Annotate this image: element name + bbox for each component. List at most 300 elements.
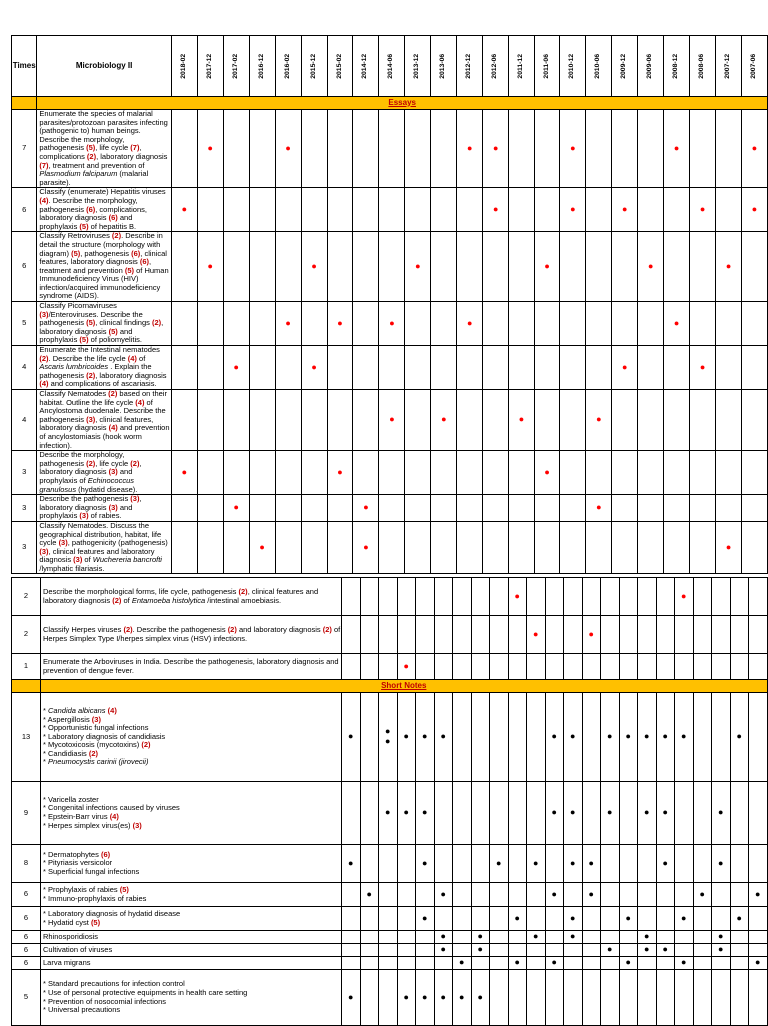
date-cell <box>379 232 405 302</box>
date-cell <box>527 578 546 616</box>
asked-dot-icon: ● <box>493 142 499 153</box>
text-fragment: Describe the morphology, pathogenesis <box>39 450 125 468</box>
date-cell <box>416 931 435 944</box>
date-cell <box>638 521 664 574</box>
asked-dot-icon: ● <box>285 317 291 328</box>
date-cell <box>509 346 535 390</box>
date-cell <box>545 782 564 845</box>
date-cell <box>545 616 564 654</box>
date-cell <box>730 970 749 1026</box>
date-cell <box>301 232 327 302</box>
asked-dot-icon: ● <box>570 857 576 868</box>
date-cell <box>483 346 509 390</box>
date-header <box>457 36 483 97</box>
date-cell <box>249 346 275 390</box>
question-text <box>41 693 342 782</box>
date-cell <box>397 782 416 845</box>
date-cell <box>742 451 768 495</box>
date-cell <box>490 782 509 845</box>
text-fragment: * Laboratory diagnosis of hydatid disease <box>43 908 181 918</box>
date-cell <box>431 451 457 495</box>
date-cell <box>716 521 742 574</box>
date-cell <box>712 616 731 654</box>
date-cell <box>601 845 620 883</box>
date-label: 2017-02 <box>231 53 239 79</box>
date-cell <box>612 188 638 232</box>
date-cell <box>582 654 601 680</box>
date-cell <box>416 907 435 931</box>
text-fragment: , laboratory diagnosis <box>39 494 142 512</box>
date-cell <box>586 495 612 522</box>
question-text <box>37 495 171 522</box>
date-cell <box>560 390 586 451</box>
question-row <box>12 970 768 1026</box>
date-cell <box>342 944 361 957</box>
date-cell <box>693 957 712 970</box>
date-cell <box>619 845 638 883</box>
asked-dot-icon: ● <box>736 912 742 923</box>
date-cell <box>638 110 664 188</box>
date-cell <box>275 346 301 390</box>
date-cell <box>353 302 379 346</box>
date-cell <box>690 302 716 346</box>
text-fragment: of Ancylostoma duodenale. Describe the pathogenesis <box>39 397 166 424</box>
date-cell <box>490 970 509 1026</box>
date-cell <box>675 944 694 957</box>
date-cell <box>638 390 664 451</box>
date-label: 2009-12 <box>620 53 628 79</box>
asked-dot-icon: ● <box>415 260 421 271</box>
date-cell <box>675 907 694 931</box>
date-cell <box>508 578 527 616</box>
date-cell <box>301 110 327 188</box>
date-cell <box>730 693 749 782</box>
question-row <box>12 232 768 302</box>
date-header <box>716 36 742 97</box>
date-cell <box>601 957 620 970</box>
question-row <box>12 110 768 188</box>
date-cell <box>690 451 716 495</box>
date-cell <box>586 110 612 188</box>
asked-dot-icon: ● <box>363 502 369 513</box>
asked-dot-icon: ● <box>718 944 724 955</box>
date-cell <box>342 578 361 616</box>
text-fragment: * <box>43 757 49 767</box>
date-cell <box>742 188 768 232</box>
date-cell <box>379 693 398 782</box>
date-cell <box>223 302 249 346</box>
times-count: 6 <box>12 883 41 907</box>
date-cell <box>275 390 301 451</box>
date-cell <box>405 451 431 495</box>
question-row <box>12 957 768 970</box>
marks-value: (6) <box>131 248 141 258</box>
date-cell <box>582 616 601 654</box>
section-row <box>12 680 768 693</box>
question-row <box>12 616 768 654</box>
date-cell <box>471 845 490 883</box>
date-cell <box>405 188 431 232</box>
date-cell <box>471 931 490 944</box>
asked-dot-icon: ● <box>718 931 724 942</box>
date-header <box>638 36 664 97</box>
header-row <box>12 36 768 97</box>
date-cell <box>656 970 675 1026</box>
date-cell <box>638 970 657 1026</box>
marks-value: (4) <box>127 353 137 363</box>
date-cell <box>534 495 560 522</box>
asked-dot-icon: ● <box>596 414 602 425</box>
date-cell <box>197 110 223 188</box>
date-cell <box>379 451 405 495</box>
date-cell <box>619 944 638 957</box>
date-cell <box>471 782 490 845</box>
date-cell <box>638 782 657 845</box>
date-cell <box>353 232 379 302</box>
date-cell <box>223 521 249 574</box>
section-spacer <box>12 680 41 693</box>
asked-dot-icon: ● <box>662 731 668 742</box>
date-cell <box>749 782 768 845</box>
date-cell <box>379 883 398 907</box>
date-cell <box>275 188 301 232</box>
date-cell <box>619 616 638 654</box>
date-cell <box>664 451 690 495</box>
date-cell <box>397 970 416 1026</box>
question-text <box>41 957 342 970</box>
date-header <box>379 36 405 97</box>
asked-dot-icon: ● <box>681 731 687 742</box>
date-cell <box>586 232 612 302</box>
date-cell <box>197 521 223 574</box>
asked-dot-icon: ● <box>440 991 446 1002</box>
asked-dot-icon: ● <box>181 204 187 215</box>
date-cell <box>638 616 657 654</box>
date-cell <box>342 845 361 883</box>
date-header <box>483 36 509 97</box>
date-label: 2015-12 <box>309 53 317 79</box>
marks-value: (2) <box>123 624 133 634</box>
question-text <box>37 302 171 346</box>
date-cell <box>638 495 664 522</box>
asked-dot-icon: ● <box>440 944 446 955</box>
date-cell <box>509 521 535 574</box>
date-cell <box>416 654 435 680</box>
date-cell <box>656 782 675 845</box>
date-cell <box>690 188 716 232</box>
text-fragment: /intestinal amoebiasis. <box>205 595 282 605</box>
asked-dot-icon: ● <box>389 414 395 425</box>
marks-value: (6) <box>139 257 150 267</box>
times-count: 6 <box>12 907 41 931</box>
marks-value: (4) <box>107 705 117 715</box>
date-cell <box>564 845 583 883</box>
date-cell <box>416 782 435 845</box>
date-cell <box>434 654 453 680</box>
date-cell <box>601 578 620 616</box>
date-cell <box>301 390 327 451</box>
marks-value: (7) <box>130 143 140 153</box>
date-cell <box>249 302 275 346</box>
date-cell <box>693 616 712 654</box>
date-cell <box>508 907 527 931</box>
date-label: 2016-12 <box>257 53 265 79</box>
date-cell <box>712 907 731 931</box>
asked-dot-icon: ● <box>644 931 650 942</box>
date-cell <box>171 390 197 451</box>
date-cell <box>249 110 275 188</box>
marks-value: (4) <box>108 423 118 433</box>
date-cell <box>712 931 731 944</box>
date-label: 2008-06 <box>698 53 706 79</box>
date-cell <box>301 521 327 574</box>
date-cell <box>638 845 657 883</box>
date-cell <box>656 931 675 944</box>
date-cell <box>664 302 690 346</box>
date-cell <box>434 907 453 931</box>
date-label: 2010-06 <box>594 53 602 79</box>
date-cell <box>453 693 472 782</box>
asked-dot-icon: ● <box>725 260 732 271</box>
date-cell <box>327 346 353 390</box>
question-text <box>37 110 171 188</box>
question-row <box>12 845 768 883</box>
date-cell <box>471 957 490 970</box>
date-cell <box>453 944 472 957</box>
text-fragment: Describe the morphological forms, life cycle, pathogenesis <box>43 586 239 596</box>
date-cell <box>693 931 712 944</box>
date-cell <box>545 578 564 616</box>
date-cell <box>342 782 361 845</box>
date-cell <box>730 782 749 845</box>
date-cell <box>534 232 560 302</box>
date-cell <box>560 495 586 522</box>
date-cell <box>742 521 768 574</box>
date-cell <box>434 944 453 957</box>
date-cell <box>508 845 527 883</box>
date-cell <box>301 346 327 390</box>
date-cell <box>327 451 353 495</box>
asked-dot-icon: ● <box>207 142 213 153</box>
asked-dot-icon: ● <box>459 957 465 968</box>
date-cell <box>560 110 586 188</box>
date-cell <box>716 451 742 495</box>
date-cell <box>712 970 731 1026</box>
date-cell <box>619 907 638 931</box>
date-cell <box>508 693 527 782</box>
date-cell <box>360 957 379 970</box>
subject-header: Microbiology II <box>37 36 171 97</box>
asked-dot-icon: ● <box>403 991 409 1002</box>
date-cell <box>353 346 379 390</box>
date-cell <box>749 931 768 944</box>
date-cell <box>564 907 583 931</box>
times-count: 3 <box>12 521 37 574</box>
date-cell <box>730 845 749 883</box>
text-fragment: * Standard precautions for infection control <box>43 979 185 989</box>
date-cell <box>749 616 768 654</box>
date-cell <box>397 616 416 654</box>
date-cell <box>342 957 361 970</box>
date-cell <box>483 188 509 232</box>
date-cell <box>223 346 249 390</box>
asked-dot-icon: ● <box>622 204 628 215</box>
date-cell <box>197 390 223 451</box>
asked-dot-icon: ● <box>588 857 594 868</box>
times-count: 6 <box>12 957 41 970</box>
date-cell <box>656 845 675 883</box>
date-cell <box>431 495 457 522</box>
text-fragment: , complications <box>39 143 142 161</box>
times-count: 1 <box>12 654 41 680</box>
date-cell <box>416 957 435 970</box>
asked-dot-icon: ● <box>311 260 317 271</box>
asked-dot-icon: ● <box>718 857 724 868</box>
date-cell <box>249 188 275 232</box>
date-cell <box>527 970 546 1026</box>
date-cell <box>483 521 509 574</box>
text-fragment: , clinical features and laboratory diagnosis <box>43 586 319 605</box>
date-cell <box>360 845 379 883</box>
date-label: 2007-06 <box>750 53 758 79</box>
date-cell <box>171 302 197 346</box>
asked-dot-icon: ● <box>467 317 473 328</box>
date-header <box>534 36 560 97</box>
date-cell <box>560 188 586 232</box>
date-cell <box>453 907 472 931</box>
asked-dot-icon: ● <box>348 731 354 742</box>
date-cell <box>197 451 223 495</box>
marks-value: (4) <box>109 812 119 821</box>
text-fragment: , clinical features and laboratory diagnosis <box>39 546 155 565</box>
marks-value: (5) <box>90 917 101 927</box>
date-cell <box>730 654 749 680</box>
text-fragment: and prophylaxis <box>39 502 133 521</box>
date-cell <box>171 451 197 495</box>
question-text <box>41 578 342 616</box>
date-cell <box>601 931 620 944</box>
asked-dot-icon: ● <box>533 628 539 639</box>
date-cell <box>301 451 327 495</box>
date-cell <box>301 188 327 232</box>
date-cell <box>457 188 483 232</box>
marks-value: (2) <box>86 151 97 161</box>
date-label: 2007-12 <box>724 53 732 79</box>
date-cell <box>379 495 405 522</box>
date-cell <box>379 845 398 883</box>
marks-value: (3) <box>79 511 89 521</box>
date-cell <box>353 451 379 495</box>
date-cell <box>379 302 405 346</box>
date-cell <box>379 346 405 390</box>
date-cell <box>638 654 657 680</box>
asked-dot-icon: ● <box>389 317 395 328</box>
date-cell <box>416 578 435 616</box>
asked-dot-icon: ● <box>570 807 576 818</box>
date-cell <box>379 654 398 680</box>
date-cell <box>601 907 620 931</box>
section-title: Short Notes <box>41 680 768 693</box>
date-cell <box>360 970 379 1026</box>
date-cell <box>360 907 379 931</box>
date-cell <box>431 302 457 346</box>
date-cell <box>742 232 768 302</box>
date-cell <box>675 883 694 907</box>
date-cell <box>471 883 490 907</box>
date-cell <box>619 970 638 1026</box>
section-spacer <box>12 97 37 110</box>
text-fragment: * Opportunistic fungal infections <box>43 723 149 733</box>
date-cell <box>749 957 768 970</box>
asked-dot-icon: ● <box>348 857 354 868</box>
questions-table-top <box>11 35 768 574</box>
date-cell <box>560 346 586 390</box>
date-cell <box>638 944 657 957</box>
asked-dot-icon: ● <box>363 541 369 552</box>
date-cell <box>405 232 431 302</box>
marks-value: (3) <box>91 714 101 724</box>
date-cell <box>545 845 564 883</box>
asked-dot-icon: ● <box>699 888 705 899</box>
date-cell <box>457 232 483 302</box>
date-cell <box>457 390 483 451</box>
date-label: 2011-06 <box>542 53 550 79</box>
question-text <box>41 654 342 680</box>
asked-dot-icon: ● <box>422 912 428 923</box>
date-cell <box>508 970 527 1026</box>
date-cell <box>693 845 712 883</box>
date-cell <box>223 188 249 232</box>
times-count: 6 <box>12 232 37 302</box>
date-cell <box>527 845 546 883</box>
question-row <box>12 944 768 957</box>
date-cell <box>471 578 490 616</box>
date-cell <box>586 188 612 232</box>
asked-dot-icon: ● <box>751 204 758 215</box>
date-cell <box>545 654 564 680</box>
date-cell <box>434 578 453 616</box>
marks-value: (3) <box>39 546 49 556</box>
text-fragment: , pathogenesis <box>80 248 132 258</box>
date-cell <box>612 495 638 522</box>
date-cell <box>275 110 301 188</box>
date-cell <box>471 693 490 782</box>
asked-dot-icon: ● <box>662 944 668 955</box>
asked-dot-icon: ● <box>422 857 428 868</box>
date-cell <box>249 451 275 495</box>
date-cell <box>509 302 535 346</box>
marks-value: (2) <box>112 595 122 605</box>
date-cell <box>638 188 664 232</box>
times-header: Times <box>12 36 37 97</box>
date-cell <box>534 188 560 232</box>
date-cell <box>564 654 583 680</box>
question-text <box>41 845 342 883</box>
date-cell <box>527 957 546 970</box>
asked-dot-icon: ● <box>644 944 650 955</box>
marks-value: (2) <box>322 624 332 634</box>
date-cell <box>601 693 620 782</box>
date-cell <box>664 110 690 188</box>
date-cell <box>508 883 527 907</box>
asked-dot-icon: ● <box>441 414 447 425</box>
date-cell <box>612 346 638 390</box>
text-fragment: , laboratory diagnosis <box>96 151 168 161</box>
date-cell <box>490 845 509 883</box>
text-fragment: . Explain the pathogenesis <box>39 362 152 380</box>
date-cell <box>693 578 712 616</box>
asked-dot-icon: ● <box>625 957 631 968</box>
